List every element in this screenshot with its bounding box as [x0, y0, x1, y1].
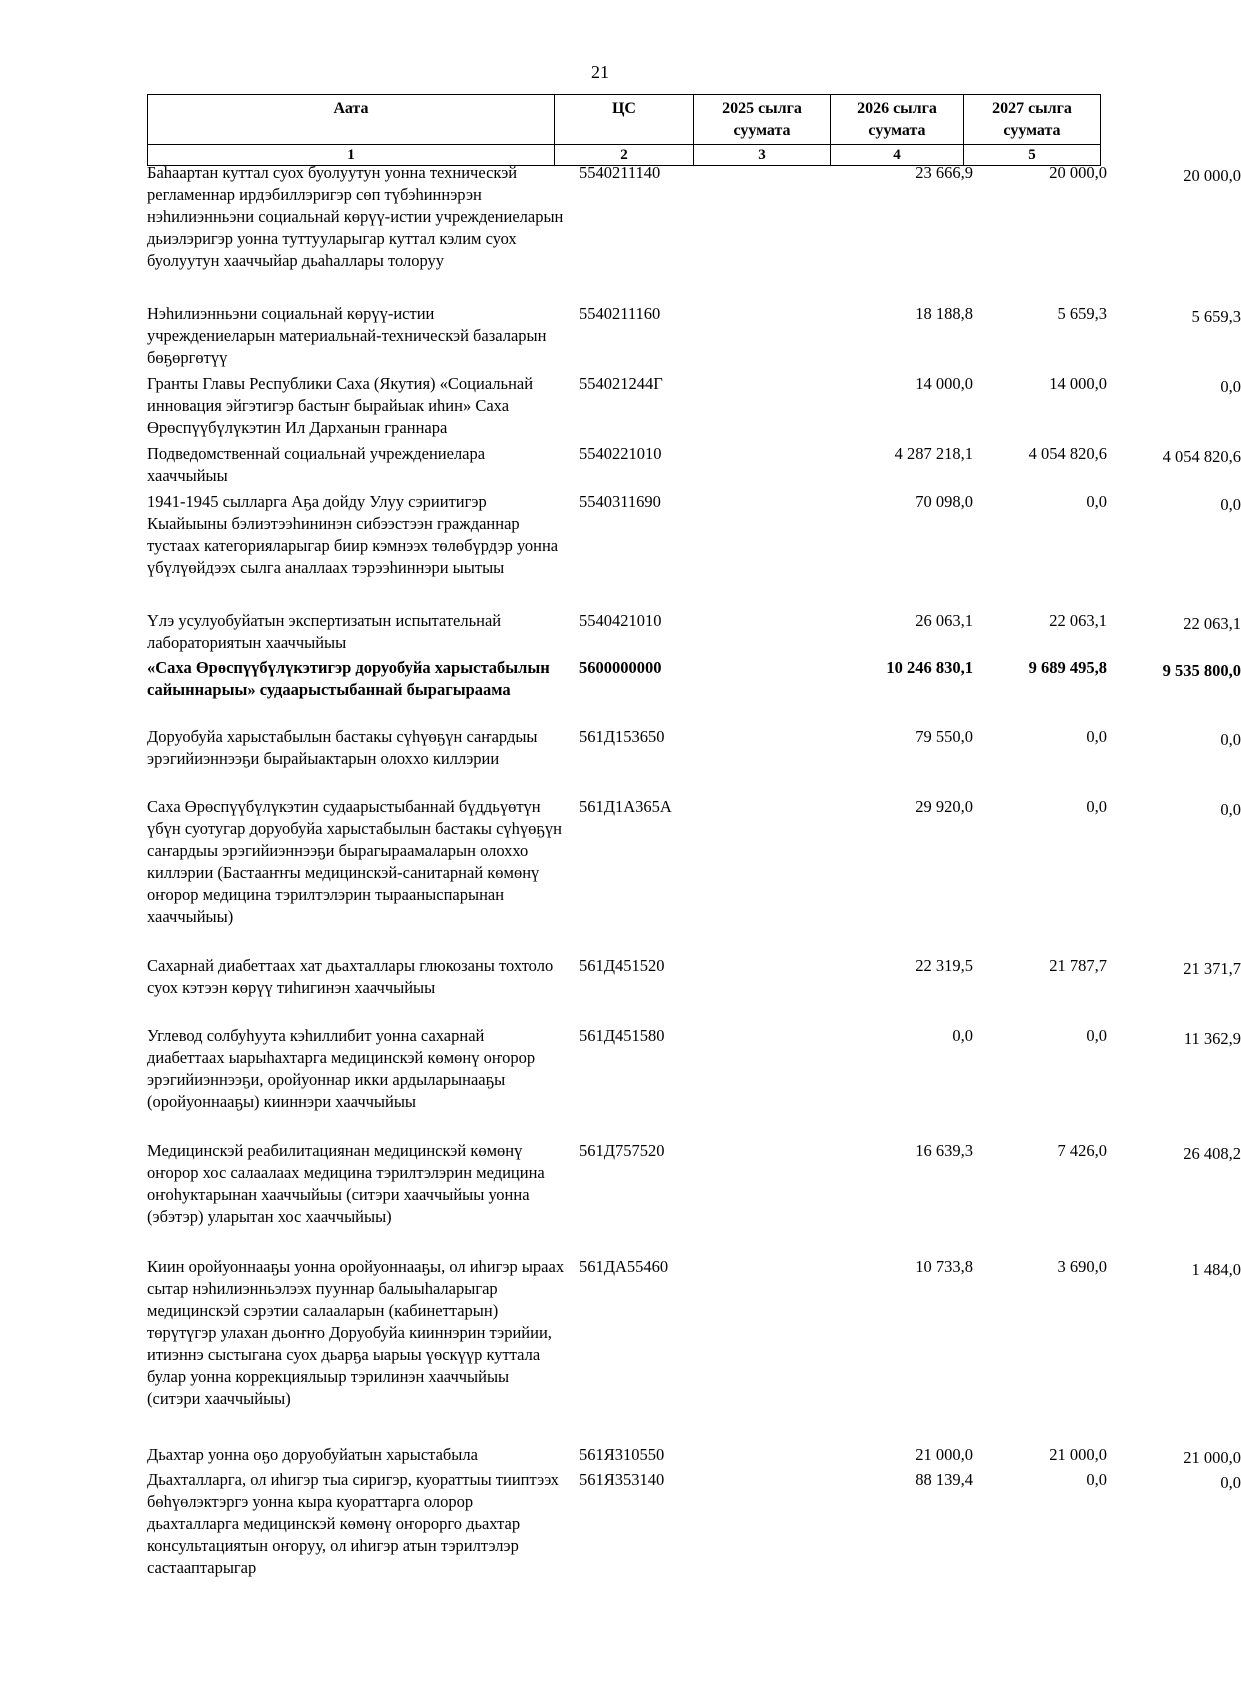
- row-name: «Саха Өрөспүүбүлүкэтигэр доруобуйа харыстабылын сайыннарыы» судаарыстыбаннай бырагыраама: [147, 658, 550, 699]
- row-value-2026: 21 000,0: [1049, 1445, 1107, 1464]
- col-number-4: 4: [831, 145, 964, 166]
- row-code: 561Д757520: [579, 1141, 665, 1160]
- row-value-2025: 0,0: [952, 1026, 973, 1045]
- col-number-5: 5: [963, 145, 1100, 166]
- row-name: Баһаартан куттал суох буолуутун уонна техническэй регламеннар ирдэбиллэригэр сөп түбэһиннэрэн нэһилиэнньэни социальнай көрүү-истии учреждениеларын дьиэлэригэр уонна туттууларыгар куттал кэлим суох буолуутун хааччыйар дьаһаллары толоруу: [147, 163, 564, 270]
- row-value-2027: 26 408,2: [1183, 1144, 1241, 1163]
- row-value-2025: 10 733,8: [915, 1257, 973, 1276]
- row-value-2027: 0,0: [1220, 730, 1241, 749]
- col-number-3: 3: [694, 145, 831, 166]
- row-value-2026: 20 000,0: [1049, 163, 1107, 182]
- row-value-2026: 14 000,0: [1049, 374, 1107, 393]
- row-code: 561ДА55460: [579, 1257, 669, 1276]
- row-name: 1941-1945 сылларга Аҕа дойду Улуу сэриитигэр Кыайыыны бэлиэтээһининэн сибээстээн гражданнар тустаах категорияларыгар биир кэмнээх төлөбүрдэр уонна үбүлүөйдээх сылга аналлаах тэрээһиннэри ыытыы: [147, 492, 559, 577]
- row-value-2027: 4 054 820,6: [1162, 447, 1241, 466]
- row-code: 5540311690: [579, 492, 661, 511]
- row-value-2025: 16 639,3: [915, 1141, 973, 1160]
- row-code: 561Д451580: [579, 1026, 665, 1045]
- row-value-2026: 0,0: [1086, 797, 1107, 816]
- row-value-2025: 70 098,0: [915, 492, 973, 511]
- row-code: 5540211140: [579, 163, 661, 182]
- header-name: Аата: [148, 95, 555, 145]
- row-value-2025: 21 000,0: [915, 1445, 973, 1464]
- row-name: Дьахталларга, ол иһигэр тыа сиригэр, куораттыы тииптээх бөһүөлэктэргэ уонна кыра куораттарга олорор дьахталларга медицинскэй көмөнү оҥорорго дьахтар консультациятын оҥоруу, ол иһигэр атын тэрилтэлэр састааптарыгар: [147, 1470, 559, 1577]
- row-value-2027: 0,0: [1220, 800, 1241, 819]
- row-value-2025: 26 063,1: [915, 611, 973, 630]
- row-value-2027: 5 659,3: [1191, 307, 1241, 326]
- row-value-2027: 0,0: [1220, 495, 1241, 514]
- row-value-2026: 9 689 495,8: [1028, 658, 1107, 677]
- row-name: Доруобуйа харыстабылын бастакы сүһүөҕүн саҥардыы эрэгийиэннээҕи бырайыактарын олоххо киллэрии: [147, 727, 538, 768]
- row-value-2027: 20 000,0: [1183, 166, 1241, 185]
- row-name: Саха Өрөспүүбүлүкэтин судаарыстыбаннай бүддьүөтүн үбүн суотугар доруобуйа харыстабылын бастакы сүһүөҕүн саҥардыы эрэгийиэннээҕи бырагыраамаларын олоххо киллэрии (Бастааҥҥы медицинскэй-санитарнай көмөнү оҥорор медицина тэрилтэлэрин тырааныспарынан хааччыйыы): [147, 797, 563, 926]
- row-value-2025: 14 000,0: [915, 374, 973, 393]
- row-value-2025: 23 666,9: [915, 163, 973, 182]
- row-value-2026: 21 787,7: [1049, 956, 1107, 975]
- row-value-2027: 9 535 800,0: [1162, 661, 1241, 680]
- row-value-2025: 29 920,0: [915, 797, 973, 816]
- header-code: ЦС: [554, 95, 693, 145]
- row-value-2025: 79 550,0: [915, 727, 973, 746]
- row-value-2027: 0,0: [1220, 377, 1241, 396]
- row-value-2026: 5 659,3: [1057, 304, 1107, 323]
- header-2027: 2027 сылга суумата: [963, 95, 1100, 145]
- row-value-2025: 88 139,4: [915, 1470, 973, 1489]
- row-name: Дьахтар уонна оҕо доруобуйатын харыстабыла: [147, 1445, 478, 1464]
- row-name: Киин оройуоннааҕы уонна оройуоннааҕы, ол иһигэр ыраах сытар нэһилиэнньэлээх пууннар балыыһаларыгар медицинскэй сэрэтии салааларын (кабинеттарын) төрүтүгэр улахан дьоҥҥо Доруобуйа кииннэрин тэрийии, итиэннэ сыстыгана суох дьарҕа ыарыы үөскүүр куттала булар уонна коррекциялыыр тэрилинэн хааччыйыы (ситэри хааччыйыы): [147, 1257, 565, 1408]
- row-value-2026: 3 690,0: [1057, 1257, 1107, 1276]
- row-value-2026: 7 426,0: [1057, 1141, 1107, 1160]
- row-value-2026: 4 054 820,6: [1028, 444, 1107, 463]
- row-value-2026: 0,0: [1086, 1470, 1107, 1489]
- row-value-2027: 22 063,1: [1183, 614, 1241, 633]
- row-value-2027: 0,0: [1220, 1473, 1241, 1492]
- row-code: 561Я353140: [579, 1470, 665, 1489]
- row-value-2027: 21 000,0: [1183, 1448, 1241, 1467]
- row-name: Нэһилиэнньэни социальнай көрүү-истии учреждениеларын материальнай-техническэй базаларын бөҕөргөтүү: [147, 304, 547, 367]
- row-code: 561Д153650: [579, 727, 665, 746]
- row-value-2026: 0,0: [1086, 492, 1107, 511]
- row-name: Үлэ усулуобуйатын экспертизатын испытательнай лабораториятын хааччыйыы: [147, 611, 502, 652]
- row-value-2027: 21 371,7: [1183, 959, 1241, 978]
- row-name: Углевод солбуһуута кэһиллибит уонна сахарнай диабеттаах ыарыһахтарга медицинскэй көмөнү оҥорор эрэгийиэннээҕи, оройуоннар икки ардыларынааҕы (оройуоннааҕы) кииннэри хааччыйыы: [147, 1026, 536, 1111]
- row-code: 561Д451520: [579, 956, 665, 975]
- row-name: Гранты Главы Республики Саха (Якутия) «Социальнай инновация эйгэтигэр бастыҥ бырайыак иһин» Саха Өрөспүүбүлүкэтин Ил Дарханын граннара: [147, 374, 534, 437]
- row-code: 554021244Г: [579, 374, 663, 393]
- row-name: Сахарнай диабеттаах хат дьахталлары глюкозаны тохтоло суох кэтээн көрүү тиһигинэн хааччыйыы: [147, 956, 554, 997]
- row-code: 5600000000: [579, 658, 662, 677]
- col-number-1: 1: [148, 145, 555, 166]
- row-code: 5540221010: [579, 444, 662, 463]
- row-name: Медицинскэй реабилитациянан медицинскэй көмөнү оҥорор хос салаалаах медицина тэрилтэлэрин медицина оҥоһуктарынан хааччыйыы (ситэри хааччыйыы уонна (эбэтэр) уларытан хос хааччыйыы): [147, 1141, 545, 1226]
- row-name: Подведомственнай социальнай учреждениелара хааччыйыы: [147, 444, 486, 485]
- table-header: [147, 94, 1101, 166]
- row-value-2026: 0,0: [1086, 1026, 1107, 1045]
- row-code: 5540211160: [579, 304, 661, 323]
- row-code: 5540421010: [579, 611, 662, 630]
- col-number-2: 2: [554, 145, 693, 166]
- row-value-2025: 22 319,5: [915, 956, 973, 975]
- page-number: 21: [591, 62, 609, 82]
- row-value-2025: 4 287 218,1: [894, 444, 973, 463]
- header-2025: 2025 сылга суумата: [694, 95, 831, 145]
- header-2026: 2026 сылга суумата: [831, 95, 964, 145]
- row-code: 561Я310550: [579, 1445, 665, 1464]
- row-value-2026: 0,0: [1086, 727, 1107, 746]
- row-value-2025: 18 188,8: [915, 304, 973, 323]
- row-code: 561Д1А365А: [579, 797, 672, 816]
- row-value-2026: 22 063,1: [1049, 611, 1107, 630]
- row-value-2025: 10 246 830,1: [886, 658, 973, 677]
- row-value-2027: 11 362,9: [1183, 1029, 1241, 1048]
- row-value-2027: 1 484,0: [1191, 1260, 1241, 1279]
